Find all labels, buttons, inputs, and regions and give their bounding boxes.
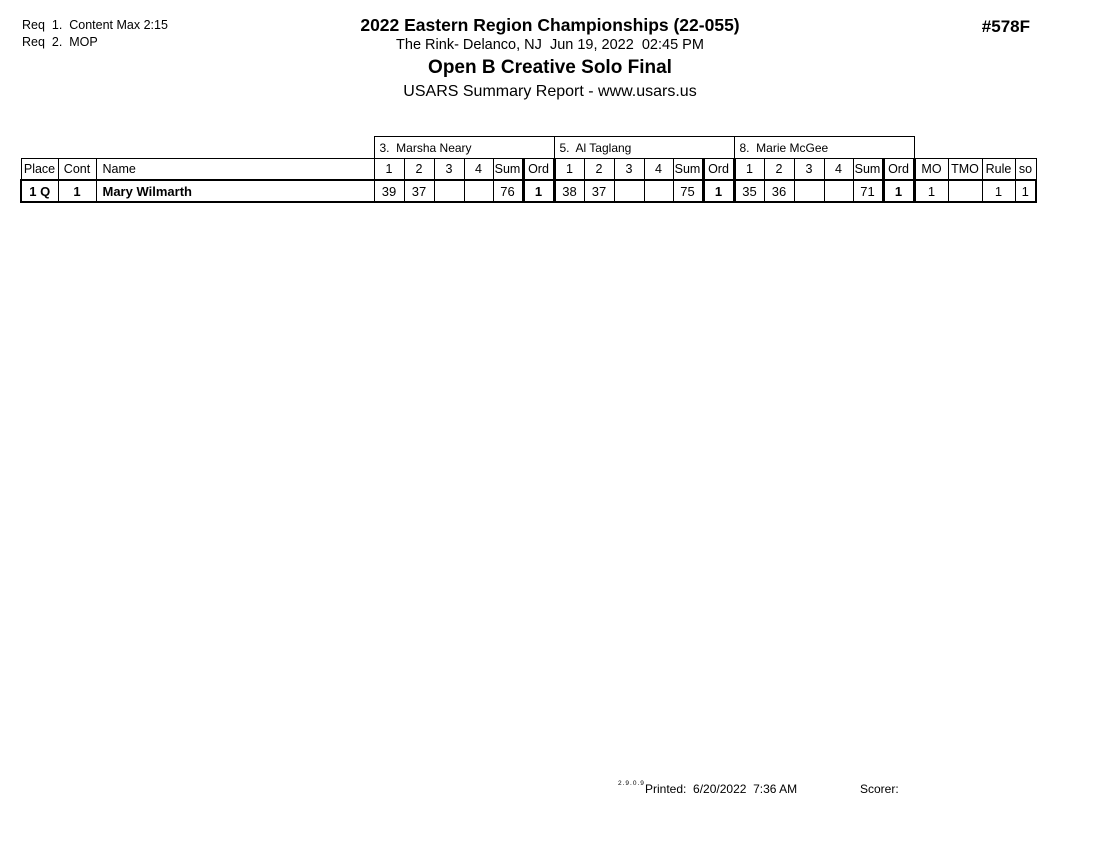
cont-cell: 1 [58,180,96,202]
col-header-j1-3: 3 [434,159,464,181]
venue-date-line: The Rink- Delanco, NJ Jun 19, 2022 02:45 PM [396,37,704,53]
printed-value: 6/20/2022 7:36 AM [693,782,798,796]
col-header-j3-ord: Ord [883,159,914,181]
col-header-j3-2: 2 [764,159,794,181]
column-header-row [21,159,1036,181]
tmo-cell [948,180,982,202]
results-table [20,136,1037,203]
software-version: 2.9.0.9 [618,780,645,787]
judge-3-name: 8. Marie McGee [734,137,914,159]
printed-timestamp [645,782,797,796]
col-header-j3-sum: Sum [853,159,883,181]
j1-score-2: 37 [404,180,434,202]
j2-score-1: 38 [554,180,584,202]
col-header-place: Place [21,159,58,181]
j2-sum: 75 [673,180,703,202]
col-header-so: so [1015,159,1036,181]
col-header-j1-ord: Ord [523,159,554,181]
requirement-2: Req 2. MOP [22,35,98,49]
j3-score-3 [794,180,824,202]
j3-score-4 [824,180,853,202]
j3-score-2: 36 [764,180,794,202]
mo-cell: 1 [914,180,948,202]
j1-ord: 1 [523,180,554,202]
requirement-1: Req 1. Content Max 2:15 [22,18,168,32]
title-block [0,15,1100,104]
judges-row-spacer [21,137,374,159]
j1-score-3 [434,180,464,202]
event-title: Open B Creative Solo Final [428,57,672,78]
j2-score-3 [614,180,644,202]
col-header-j2-sum: Sum [673,159,703,181]
j3-sum: 71 [853,180,883,202]
j1-score-1: 39 [374,180,404,202]
competitor-name-cell: Mary Wilmarth [96,180,374,202]
col-header-j1-sum: Sum [493,159,523,181]
j2-score-4 [644,180,673,202]
judges-row-spacer-right [914,137,1036,159]
col-header-rule: Rule [982,159,1015,181]
championship-title: 2022 Eastern Region Championships (22-055) [360,15,740,35]
printed-label: Printed: [645,782,687,796]
col-header-j2-3: 3 [614,159,644,181]
j2-score-2: 37 [584,180,614,202]
col-header-tmo: TMO [948,159,982,181]
col-header-j1-1: 1 [374,159,404,181]
col-header-j3-4: 4 [824,159,853,181]
place-cell: 1 Q [21,180,58,202]
col-header-j1-4: 4 [464,159,493,181]
event-number: #578F [981,17,1030,36]
col-header-j2-ord: Ord [703,159,734,181]
col-header-j1-2: 2 [404,159,434,181]
j1-score-4 [464,180,493,202]
judges-row [21,137,1036,159]
col-header-j3-1: 1 [734,159,764,181]
j2-ord: 1 [703,180,734,202]
rule-cell: 1 [982,180,1015,202]
report-title: USARS Summary Report - www.usars.us [403,83,697,100]
so-cell: 1 [1015,180,1036,202]
scorer-label: Scorer: [860,782,899,796]
col-header-j3-3: 3 [794,159,824,181]
col-header-cont: Cont [58,159,96,181]
j3-ord: 1 [883,180,914,202]
col-header-mo: MO [914,159,948,181]
j3-score-1: 35 [734,180,764,202]
col-header-j2-2: 2 [584,159,614,181]
col-header-j2-4: 4 [644,159,673,181]
col-header-name: Name [96,159,374,181]
j1-sum: 76 [493,180,523,202]
col-header-j2-1: 1 [554,159,584,181]
judge-2-name: 5. Al Taglang [554,137,734,159]
judge-1-name: 3. Marsha Neary [374,137,554,159]
competitor-row [21,180,1036,202]
results-table-container [20,136,1037,203]
